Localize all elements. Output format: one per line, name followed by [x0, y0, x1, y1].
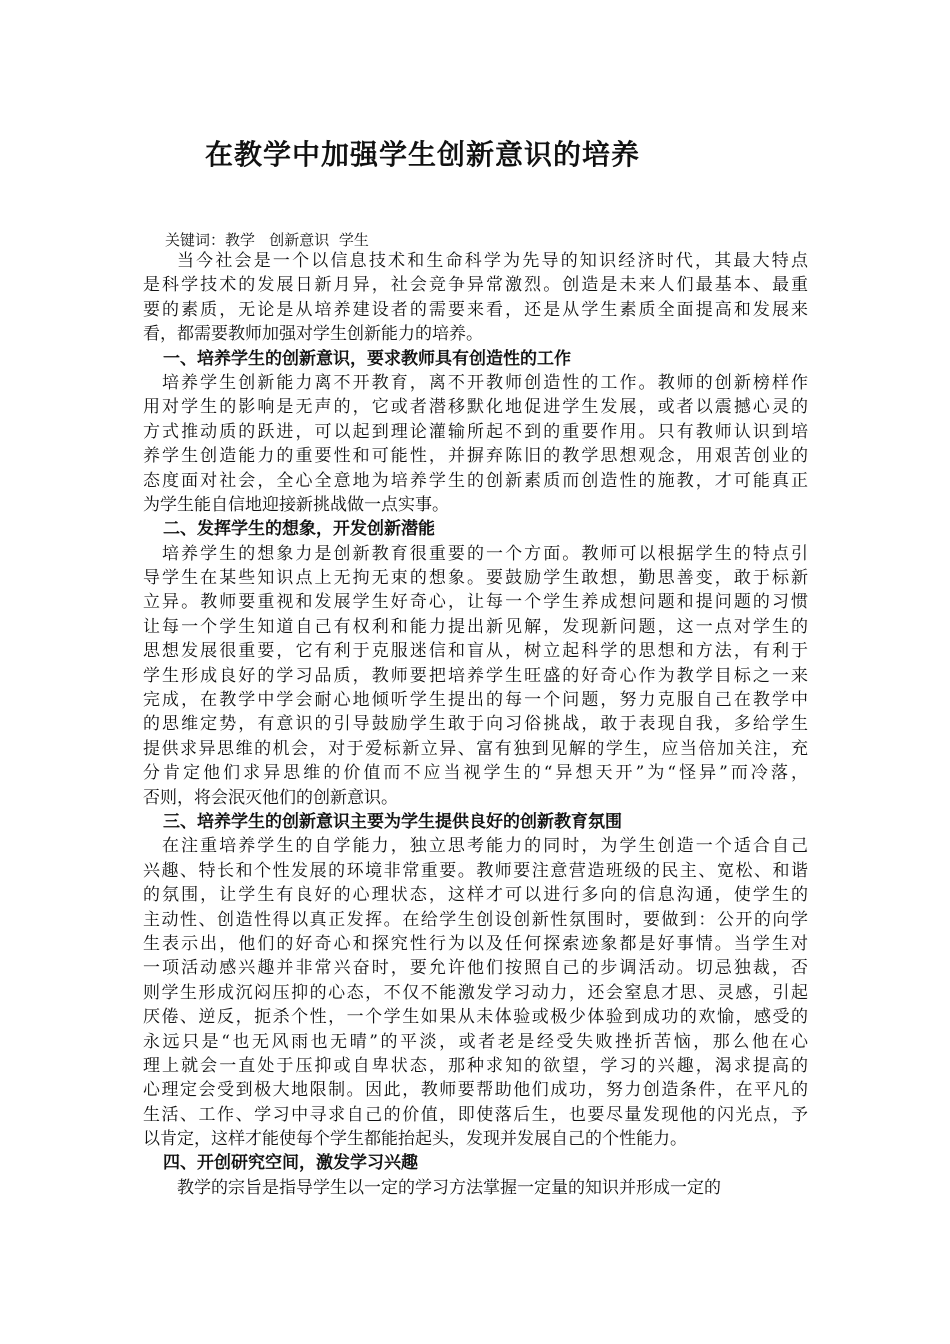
section-3-paragraph [143, 834, 808, 1151]
paragraph-line: 思想发展很重要，它有利于克服迷信和盲从，树立起科学的思想和方法，有利于 [143, 641, 808, 662]
keywords-line: 关键词：教学 创新意识 学生 [165, 231, 369, 249]
paragraph-line: 要的素质，无论是从培养建设者的需要来看，还是从学生素质全面提高和发展来 [143, 299, 808, 320]
paragraph-line: 看，都需要教师加强对学生创新能力的培养。 [143, 324, 483, 345]
paragraph-line: 则学生形成沉闷压抑的心态，不仅不能激发学习动力，还会窒息才思、灵感，引起 [143, 982, 808, 1003]
section-heading-4: 四、开创研究空间，激发学习兴趣 [163, 1153, 418, 1174]
paragraph-line: 导学生在某些知识点上无拘无束的想象。要鼓励学生敢想，勤思善变，敢于标新 [143, 568, 808, 589]
section-heading-1: 一、培养学生的创新意识，要求教师具有创造性的工作 [163, 348, 571, 369]
paragraph-line: 心理定会受到极大地限制。因此，教师要帮助他们成功，努力创造条件，在平凡的 [143, 1080, 808, 1101]
paragraph-line: 永远只是“也无风雨也无晴”的平淡，或者老是经受失败挫折苦恼，那么他在心 [143, 1031, 808, 1052]
section-2-paragraph [143, 542, 808, 810]
section-heading-2: 二、发挥学生的想象，开发创新潜能 [163, 519, 435, 540]
section-4-paragraph [143, 1176, 808, 1200]
document-body [143, 249, 808, 1200]
paragraph-line: 以肯定，这样才能使每个学生都能抬起头，发现并发展自己的个性能力。 [143, 1129, 687, 1150]
paragraph-line: 否则，将会泯灭他们的创新意识。 [143, 787, 398, 808]
document-title: 在教学中加强学生创新意识的培养 [205, 138, 641, 171]
paragraph-line: 生表示出，他们的好奇心和探究性行为以及任何探索迹象都是好事情。当学生对 [143, 933, 808, 954]
paragraph-line: 分肯定他们求异思维的价值而不应当视学生的“异想天开”为“怪异”而冷落， [143, 763, 808, 784]
paragraph-line: 完成，在教学中学会耐心地倾听学生提出的每一个问题，努力克服自己在教学中 [143, 690, 808, 711]
paragraph-line: 让每一个学生知道自己有权利和能力提出新见解，发现新问题，这一点对学生的 [143, 616, 808, 637]
paragraph-line: 态度面对社会，全心全意地为培养学生的创新素质而创造性的施教，才可能真正 [143, 470, 808, 491]
section-heading-3: 三、培养学生的创新意识主要为学生提供良好的创新教育氛围 [163, 811, 622, 832]
paragraph-line: 当今社会是一个以信息技术和生命科学为先导的知识经济时代，其最大特点 [177, 251, 808, 271]
paragraph-line: 是科学技术的发展日新月异，社会竞争异常激烈。创造是未来人们最基本、最重 [143, 275, 808, 296]
paragraph-line: 的思维定势，有意识的引导鼓励学生敢于向习俗挑战，敢于表现自我，多给学生 [143, 714, 808, 735]
paragraph-line: 养学生创造能力的重要性和可能性，并摒弃陈旧的教学思想观念，用艰苦创业的 [143, 446, 808, 467]
paragraph-line: 提供求异思维的机会，对于爱标新立异、富有独到见解的学生，应当倍加关注，充 [143, 738, 808, 759]
paragraph-line: 方式推动质的跃进，可以起到理论灌输所起不到的重要作用。只有教师认识到培 [143, 421, 808, 442]
intro-paragraph [143, 249, 808, 347]
paragraph-line: 立异。教师要重视和发展学生好奇心，让每一个学生养成想问题和提问题的习惯 [143, 592, 808, 613]
paragraph-line: 在注重培养学生的自学能力，独立思考能力的同时，为学生创造一个适合自己 [162, 836, 808, 857]
paragraph-line: 一项活动感兴趣并非常兴奋时，要允许他们按照自己的步调活动。切忌独裁，否 [143, 958, 808, 979]
section-1-paragraph [143, 371, 808, 517]
paragraph-line: 为学生能自信地迎接新挑战做一点实事。 [143, 494, 449, 515]
paragraph-line: 培养学生创新能力离不开教育，离不开教师创造性的工作。教师的创新榜样作 [162, 372, 808, 393]
paragraph-line: 培养学生的想象力是创新教育很重要的一个方面。教师可以根据学生的特点引 [162, 543, 808, 564]
paragraph-line: 用对学生的影响是无声的，它或者潜移默化地促进学生发展，或者以震撼心灵的 [143, 397, 808, 418]
paragraph-line: 教学的宗旨是指导学生以一定的学习方法掌握一定量的知识并形成一定的 [177, 1177, 721, 1198]
paragraph-line: 主动性、创造性得以真正发挥。在给学生创设创新性氛围时，要做到：公开的向学 [143, 909, 808, 930]
paragraph-line: 兴趣、特长和个性发展的环境非常重要。教师要注意营造班级的民主、宽松、和谐 [143, 860, 808, 881]
paragraph-line: 厌倦、逆反，扼杀个性，一个学生如果从未体验或极少体验到成功的欢愉，感受的 [143, 1007, 808, 1028]
paragraph-line: 的氛围，让学生有良好的心理状态，这样才可以进行多向的信息沟通，使学生的 [143, 885, 808, 906]
paragraph-line: 学生形成良好的学习品质，教师要把培养学生旺盛的好奇心作为教学目标之一来 [143, 665, 808, 686]
paragraph-line: 理上就会一直处于压抑或自卑状态，那种求知的欲望，学习的兴趣，渴求提高的 [143, 1055, 808, 1076]
paragraph-line: 生活、工作、学习中寻求自己的价值，即使落后生，也要尽量发现他的闪光点，予 [143, 1104, 808, 1125]
